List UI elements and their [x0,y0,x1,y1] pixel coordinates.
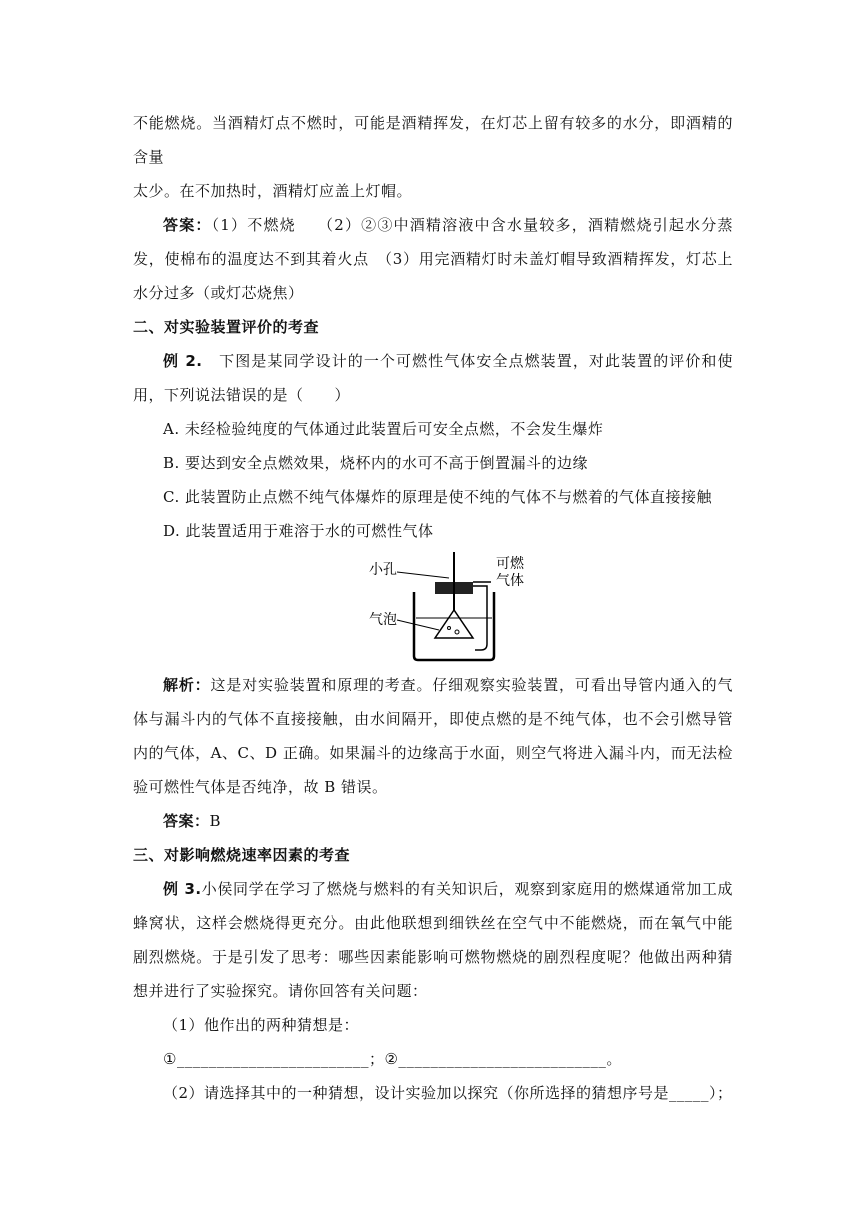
document-content [133,106,733,1110]
bubble-shape [448,627,451,630]
leader-line [397,620,439,630]
option-c: C. 此装置防止点燃不纯气体爆炸的原理是使不纯的气体不与燃着的气体直接接触 [163,488,712,506]
answer-text: B [209,812,222,830]
example-label: 例 3. [163,880,202,898]
analysis-text: 这是对实验装置和原理的考查。仔细观察实验装置，可看出导管内通入的气体与漏斗内的气体不直接接触，由水间隔开，即使点燃的是不纯气体，也不会引燃导管内的气体，A、C、D 正确。如果漏斗的边缘高于水面，则空气将进入漏斗内，而无法检验可燃性气体是否纯净，故 B 错误。 [133,676,733,796]
label-combustible-gas-2: 气体 [496,573,524,589]
option-d: D. 此装置适用于难溶于水的可燃性气体 [163,522,434,540]
analysis [133,668,733,804]
paragraph-line: 太少。在不加热时，酒精灯应盖上灯帽。 [133,182,413,200]
inlet-tube [473,582,491,650]
answer-1 [133,208,733,310]
example-label: 例 2. [163,352,203,370]
section-3-title: 三、对影响燃烧速率因素的考查 [133,846,351,864]
apparatus-figure [133,548,733,668]
answer-text: （1）不燃烧 （2）②③中酒精溶液中含水量较多，酒精燃烧引起水分蒸发，使棉布的温度达不到其着火点 （3）用完酒精灯时未盖灯帽导致酒精挥发，灯芯上水分过多（或灯芯烧焦） [133,216,733,302]
paragraph-line: 不能燃烧。当酒精灯点不燃时，可能是酒精挥发，在灯芯上留有较多的水分，即酒精的含量 [133,114,733,166]
leader-line [397,572,449,578]
answer-label: 答案： [163,216,212,234]
label-combustible-gas-1: 可燃 [496,556,524,572]
question-1: （1）他作出的两种猜想是： [163,1016,360,1034]
label-small-hole: 小孔 [369,562,397,578]
analysis-label: 解析： [163,676,211,694]
example-text: 小侯同学在学习了燃烧与燃料的有关知识后，观察到家庭用的燃煤通常加工成蜂窝状，这样会燃烧得更充分。由此他联想到细铁丝在空气中不能燃烧，而在氧气中能剧烈燃烧。于是引发了思考：哪些因素能影响可燃物燃烧的剧烈程度呢？他做出两种猜想并进行了实验探究。请你回答有关问题： [133,880,733,1000]
gas-ignition-apparatus-diagram [369,552,549,664]
label-bubble: 气泡 [369,612,397,628]
inverted-funnel [435,610,473,638]
question-1-blanks: ①________________________；②__________________________。 [163,1050,622,1068]
section-2-title: 二、对实验装置评价的考查 [133,318,320,336]
example-3 [133,872,733,1008]
example-2 [133,344,733,412]
question-2: （2）请选择其中的一种猜想，设计实验加以探究（你所选择的猜想序号是_____）； [163,1084,733,1102]
example-text: 下图是某同学设计的一个可燃性气体安全点燃装置，对此装置的评价和使用，下列说法错误的是（ ） [133,352,733,404]
answer-label: 答案： [163,812,210,830]
option-a: A. 未经检验纯度的气体通过此装置后可安全点燃，不会发生爆炸 [163,420,604,438]
option-b: B. 要达到安全点燃效果，烧杯内的水可不高于倒置漏斗的边缘 [163,454,589,472]
bubble-shape [455,630,459,634]
answer-2 [133,804,733,838]
